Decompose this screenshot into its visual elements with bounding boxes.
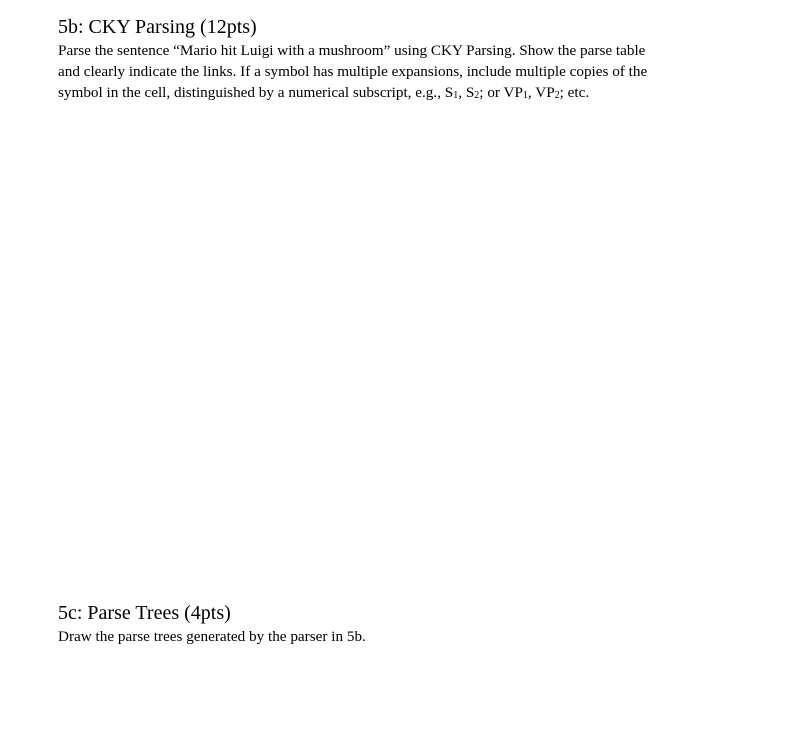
separator-2: ; or VP (479, 84, 523, 101)
instruction-line-3 (58, 82, 738, 105)
line-3-suffix: ; etc. (559, 84, 590, 101)
section-5c-parse-trees (58, 600, 738, 647)
section-5b-instructions (58, 40, 738, 105)
instruction-line-2: and clearly indicate the links. If a symbol has multiple expansions, include multiple copies of the (58, 63, 648, 80)
answer-space-5c[interactable] (58, 650, 738, 730)
subscript-vp2: 2 (554, 90, 560, 101)
separator-1: , S (458, 84, 475, 101)
subscript-s1: 1 (453, 90, 459, 101)
subscript-s2: 2 (474, 90, 480, 101)
separator-3: , VP (527, 84, 555, 101)
section-5b-cky-parsing (58, 14, 738, 105)
subscript-vp1: 1 (522, 90, 528, 101)
line-3-prefix: symbol in the cell, distinguished by a numerical subscript, e.g., S (58, 84, 454, 101)
answer-space-5b[interactable] (58, 104, 738, 594)
section-5c-heading: 5c: Parse Trees (4pts) (58, 602, 231, 624)
section-5b-heading: 5b: CKY Parsing (12pts) (58, 16, 257, 38)
section-5c-instructions: Draw the parse trees generated by the parser in 5b. (58, 628, 366, 645)
instruction-line-1: Parse the sentence “Mario hit Luigi with a mushroom” using CKY Parsing. Show the parse table (58, 42, 646, 59)
